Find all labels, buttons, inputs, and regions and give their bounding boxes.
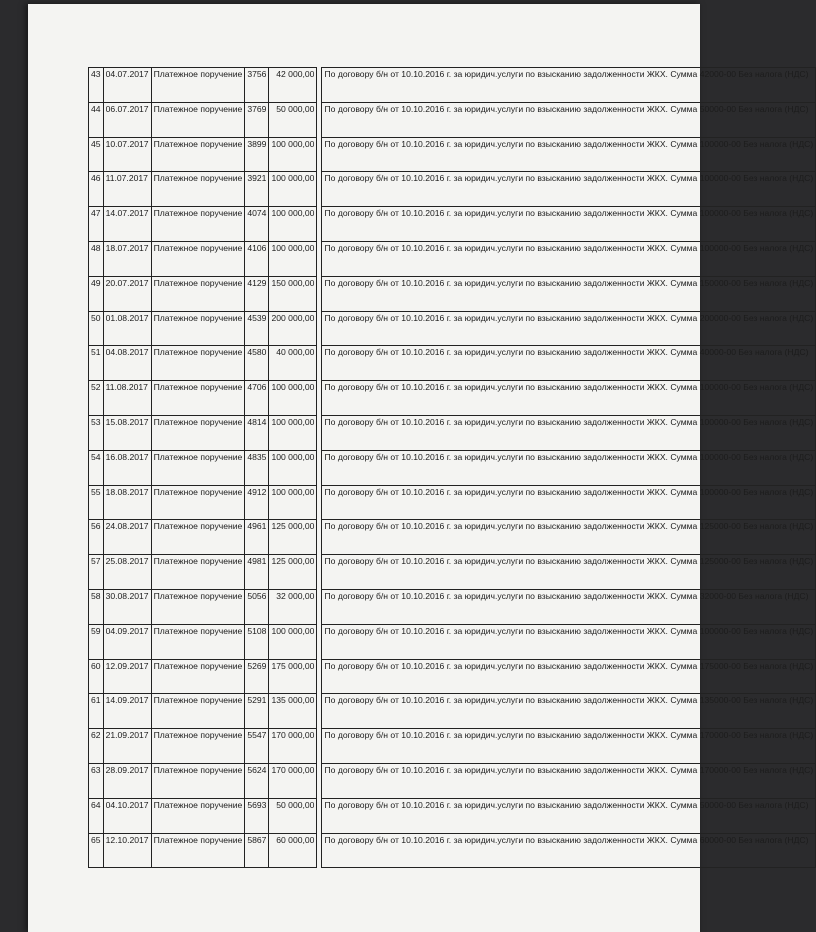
- payment-purpose: По договору б/н от 10.10.2016 г. за юридич.услуги по взысканию задолженности ЖКХ. Сумма 40000-00 Без налога (НДС): [322, 346, 816, 381]
- payment-type: Платежное поручение: [151, 311, 245, 346]
- row-number: 47: [89, 207, 104, 242]
- payment-purpose: По договору б/н от 10.10.2016 г. за юридич.услуги по взысканию задолженности ЖКХ. Сумма 100000-00 Без налога (НДС): [322, 381, 816, 416]
- payment-purpose: По договору б/н от 10.10.2016 г. за юридич.услуги по взысканию задолженности ЖКХ. Сумма 50000-00 Без налога (НДС): [322, 102, 816, 137]
- payment-date: 15.08.2017: [103, 415, 151, 450]
- payment-purpose: По договору б/н от 10.10.2016 г. за юридич.услуги по взысканию задолженности ЖКХ. Сумма 175000-00 Без налога (НДС): [322, 659, 816, 694]
- payment-date: 18.07.2017: [103, 241, 151, 276]
- payment-amount: 125 000,00: [269, 520, 317, 555]
- payment-type: Платежное поручение: [151, 381, 245, 416]
- document-number: 4580: [245, 346, 269, 381]
- payment-purpose: По договору б/н от 10.10.2016 г. за юридич.услуги по взысканию задолженности ЖКХ. Сумма 100000-00 Без налога (НДС): [322, 415, 816, 450]
- document-number: 4912: [245, 485, 269, 520]
- payment-type: Платежное поручение: [151, 102, 245, 137]
- table-row: [89, 276, 816, 311]
- document-number: 5867: [245, 833, 269, 868]
- payment-amount: 125 000,00: [269, 555, 317, 590]
- payment-date: 24.08.2017: [103, 520, 151, 555]
- row-number: 64: [89, 798, 104, 833]
- table-row: [89, 659, 816, 694]
- payment-date: 04.07.2017: [103, 68, 151, 103]
- row-number: 58: [89, 589, 104, 624]
- table-row: [89, 381, 816, 416]
- payment-amount: 40 000,00: [269, 346, 317, 381]
- payment-purpose: По договору б/н от 10.10.2016 г. за юридич.услуги по взысканию задолженности ЖКХ. Сумма 60000-00 Без налога (НДС): [322, 833, 816, 868]
- row-number: 44: [89, 102, 104, 137]
- payment-type: Платежное поручение: [151, 555, 245, 590]
- payment-type: Платежное поручение: [151, 241, 245, 276]
- payment-type: Платежное поручение: [151, 68, 245, 103]
- payment-type: Платежное поручение: [151, 694, 245, 729]
- payment-date: 04.08.2017: [103, 346, 151, 381]
- payment-date: 01.08.2017: [103, 311, 151, 346]
- payment-date: 12.10.2017: [103, 833, 151, 868]
- payment-date: 12.09.2017: [103, 659, 151, 694]
- document-number: 5693: [245, 798, 269, 833]
- document-number: 3756: [245, 68, 269, 103]
- payment-amount: 175 000,00: [269, 659, 317, 694]
- payment-amount: 100 000,00: [269, 415, 317, 450]
- payment-purpose: По договору б/н от 10.10.2016 г. за юридич.услуги по взысканию задолженности ЖКХ. Сумма 100000-00 Без налога (НДС): [322, 137, 816, 172]
- payment-date: 18.08.2017: [103, 485, 151, 520]
- row-number: 43: [89, 68, 104, 103]
- payment-amount: 60 000,00: [269, 833, 317, 868]
- table-row: [89, 520, 816, 555]
- table-row: [89, 137, 816, 172]
- row-number: 57: [89, 555, 104, 590]
- table-row: [89, 555, 816, 590]
- payment-purpose: По договору б/н от 10.10.2016 г. за юридич.услуги по взысканию задолженности ЖКХ. Сумма 135000-00 Без налога (НДС): [322, 694, 816, 729]
- payment-amount: 170 000,00: [269, 729, 317, 764]
- table-row: [89, 694, 816, 729]
- row-number: 53: [89, 415, 104, 450]
- payment-amount: 100 000,00: [269, 450, 317, 485]
- row-number: 54: [89, 450, 104, 485]
- payment-amount: 50 000,00: [269, 102, 317, 137]
- payment-purpose: По договору б/н от 10.10.2016 г. за юридич.услуги по взысканию задолженности ЖКХ. Сумма 100000-00 Без налога (НДС): [322, 207, 816, 242]
- table-row: [89, 729, 816, 764]
- payment-amount: 100 000,00: [269, 381, 317, 416]
- document-number: 5547: [245, 729, 269, 764]
- payment-type: Платежное поручение: [151, 729, 245, 764]
- payment-purpose: По договору б/н от 10.10.2016 г. за юридич.услуги по взысканию задолженности ЖКХ. Сумма 150000-00 Без налога (НДС): [322, 276, 816, 311]
- table-row: [89, 624, 816, 659]
- payment-date: 30.08.2017: [103, 589, 151, 624]
- payment-type: Платежное поручение: [151, 137, 245, 172]
- document-number: 4706: [245, 381, 269, 416]
- payment-date: 21.09.2017: [103, 729, 151, 764]
- payment-type: Платежное поручение: [151, 624, 245, 659]
- payment-date: 16.08.2017: [103, 450, 151, 485]
- payment-date: 04.09.2017: [103, 624, 151, 659]
- table-row: [89, 798, 816, 833]
- table-row: [89, 415, 816, 450]
- payment-amount: 100 000,00: [269, 207, 317, 242]
- payment-amount: 100 000,00: [269, 241, 317, 276]
- row-number: 52: [89, 381, 104, 416]
- payments-table: [88, 67, 816, 868]
- payment-date: 28.09.2017: [103, 763, 151, 798]
- document-number: 4129: [245, 276, 269, 311]
- payment-purpose: По договору б/н от 10.10.2016 г. за юридич.услуги по взысканию задолженности ЖКХ. Сумма 100000-00 Без налога (НДС): [322, 172, 816, 207]
- document-number: 5056: [245, 589, 269, 624]
- payment-purpose: По договору б/н от 10.10.2016 г. за юридич.услуги по взысканию задолженности ЖКХ. Сумма 100000-00 Без налога (НДС): [322, 450, 816, 485]
- payment-purpose: По договору б/н от 10.10.2016 г. за юридич.услуги по взысканию задолженности ЖКХ. Сумма 42000-00 Без налога (НДС): [322, 68, 816, 103]
- payment-amount: 135 000,00: [269, 694, 317, 729]
- payment-date: 11.07.2017: [103, 172, 151, 207]
- table-row: [89, 172, 816, 207]
- payment-amount: 100 000,00: [269, 624, 317, 659]
- document-number: 3921: [245, 172, 269, 207]
- payment-purpose: По договору б/н от 10.10.2016 г. за юридич.услуги по взысканию задолженности ЖКХ. Сумма 125000-00 Без налога (НДС): [322, 555, 816, 590]
- table-row: [89, 68, 816, 103]
- table-row: [89, 833, 816, 868]
- payment-purpose: По договору б/н от 10.10.2016 г. за юридич.услуги по взысканию задолженности ЖКХ. Сумма 170000-00 Без налога (НДС): [322, 763, 816, 798]
- payment-date: 14.09.2017: [103, 694, 151, 729]
- payment-amount: 150 000,00: [269, 276, 317, 311]
- document-number: 3899: [245, 137, 269, 172]
- row-number: 48: [89, 241, 104, 276]
- payment-purpose: По договору б/н от 10.10.2016 г. за юридич.услуги по взысканию задолженности ЖКХ. Сумма 100000-00 Без налога (НДС): [322, 624, 816, 659]
- document-number: 5624: [245, 763, 269, 798]
- row-number: 51: [89, 346, 104, 381]
- row-number: 50: [89, 311, 104, 346]
- payment-amount: 50 000,00: [269, 798, 317, 833]
- payment-type: Платежное поручение: [151, 415, 245, 450]
- table-row: [89, 485, 816, 520]
- document-number: 4981: [245, 555, 269, 590]
- payment-purpose: По договору б/н от 10.10.2016 г. за юридич.услуги по взысканию задолженности ЖКХ. Сумма 200000-00 Без налога (НДС): [322, 311, 816, 346]
- table-row: [89, 102, 816, 137]
- row-number: 65: [89, 833, 104, 868]
- row-number: 62: [89, 729, 104, 764]
- row-number: 61: [89, 694, 104, 729]
- table-row: [89, 241, 816, 276]
- payment-type: Платежное поручение: [151, 763, 245, 798]
- table-row: [89, 450, 816, 485]
- table-row: [89, 311, 816, 346]
- payment-type: Платежное поручение: [151, 172, 245, 207]
- payment-amount: 100 000,00: [269, 137, 317, 172]
- payment-amount: 42 000,00: [269, 68, 317, 103]
- document-number: 3769: [245, 102, 269, 137]
- payment-type: Платежное поручение: [151, 276, 245, 311]
- payments-table-body: [89, 68, 816, 868]
- payment-type: Платежное поручение: [151, 659, 245, 694]
- payment-purpose: По договору б/н от 10.10.2016 г. за юридич.услуги по взысканию задолженности ЖКХ. Сумма 100000-00 Без налога (НДС): [322, 485, 816, 520]
- payment-date: 10.07.2017: [103, 137, 151, 172]
- payment-date: 20.07.2017: [103, 276, 151, 311]
- table-row: [89, 763, 816, 798]
- row-number: 59: [89, 624, 104, 659]
- payment-type: Платежное поручение: [151, 346, 245, 381]
- payment-amount: 100 000,00: [269, 172, 317, 207]
- document-number: 4074: [245, 207, 269, 242]
- payment-amount: 170 000,00: [269, 763, 317, 798]
- payment-date: 06.07.2017: [103, 102, 151, 137]
- document-number: 5269: [245, 659, 269, 694]
- payment-type: Платежное поручение: [151, 520, 245, 555]
- payment-purpose: По договору б/н от 10.10.2016 г. за юридич.услуги по взысканию задолженности ЖКХ. Сумма 50000-00 Без налога (НДС): [322, 798, 816, 833]
- payment-type: Платежное поручение: [151, 589, 245, 624]
- paper-sheet: [28, 4, 814, 932]
- document-number: 4814: [245, 415, 269, 450]
- payment-date: 25.08.2017: [103, 555, 151, 590]
- payment-purpose: По договору б/н от 10.10.2016 г. за юридич.услуги по взысканию задолженности ЖКХ. Сумма 170000-00 Без налога (НДС): [322, 729, 816, 764]
- payment-purpose: По договору б/н от 10.10.2016 г. за юридич.услуги по взысканию задолженности ЖКХ. Сумма 125000-00 Без налога (НДС): [322, 520, 816, 555]
- row-number: 55: [89, 485, 104, 520]
- payment-date: 04.10.2017: [103, 798, 151, 833]
- payment-type: Платежное поручение: [151, 798, 245, 833]
- table-row: [89, 589, 816, 624]
- payment-date: 14.07.2017: [103, 207, 151, 242]
- row-number: 63: [89, 763, 104, 798]
- payment-amount: 100 000,00: [269, 485, 317, 520]
- row-number: 46: [89, 172, 104, 207]
- document-number: 5108: [245, 624, 269, 659]
- payment-type: Платежное поручение: [151, 207, 245, 242]
- payment-purpose: По договору б/н от 10.10.2016 г. за юридич.услуги по взысканию задолженности ЖКХ. Сумма 32000-00 Без налога (НДС): [322, 589, 816, 624]
- payment-amount: 200 000,00: [269, 311, 317, 346]
- payment-type: Платежное поручение: [151, 450, 245, 485]
- payment-type: Платежное поручение: [151, 485, 245, 520]
- document-number: 4835: [245, 450, 269, 485]
- row-number: 56: [89, 520, 104, 555]
- payment-purpose: По договору б/н от 10.10.2016 г. за юридич.услуги по взысканию задолженности ЖКХ. Сумма 100000-00 Без налога (НДС): [322, 241, 816, 276]
- row-number: 45: [89, 137, 104, 172]
- payment-type: Платежное поручение: [151, 833, 245, 868]
- table-row: [89, 207, 816, 242]
- payment-amount: 32 000,00: [269, 589, 317, 624]
- document-number: 4961: [245, 520, 269, 555]
- document-number: 5291: [245, 694, 269, 729]
- document-number: 4106: [245, 241, 269, 276]
- table-row: [89, 346, 816, 381]
- payment-date: 11.08.2017: [103, 381, 151, 416]
- document-number: 4539: [245, 311, 269, 346]
- row-number: 60: [89, 659, 104, 694]
- row-number: 49: [89, 276, 104, 311]
